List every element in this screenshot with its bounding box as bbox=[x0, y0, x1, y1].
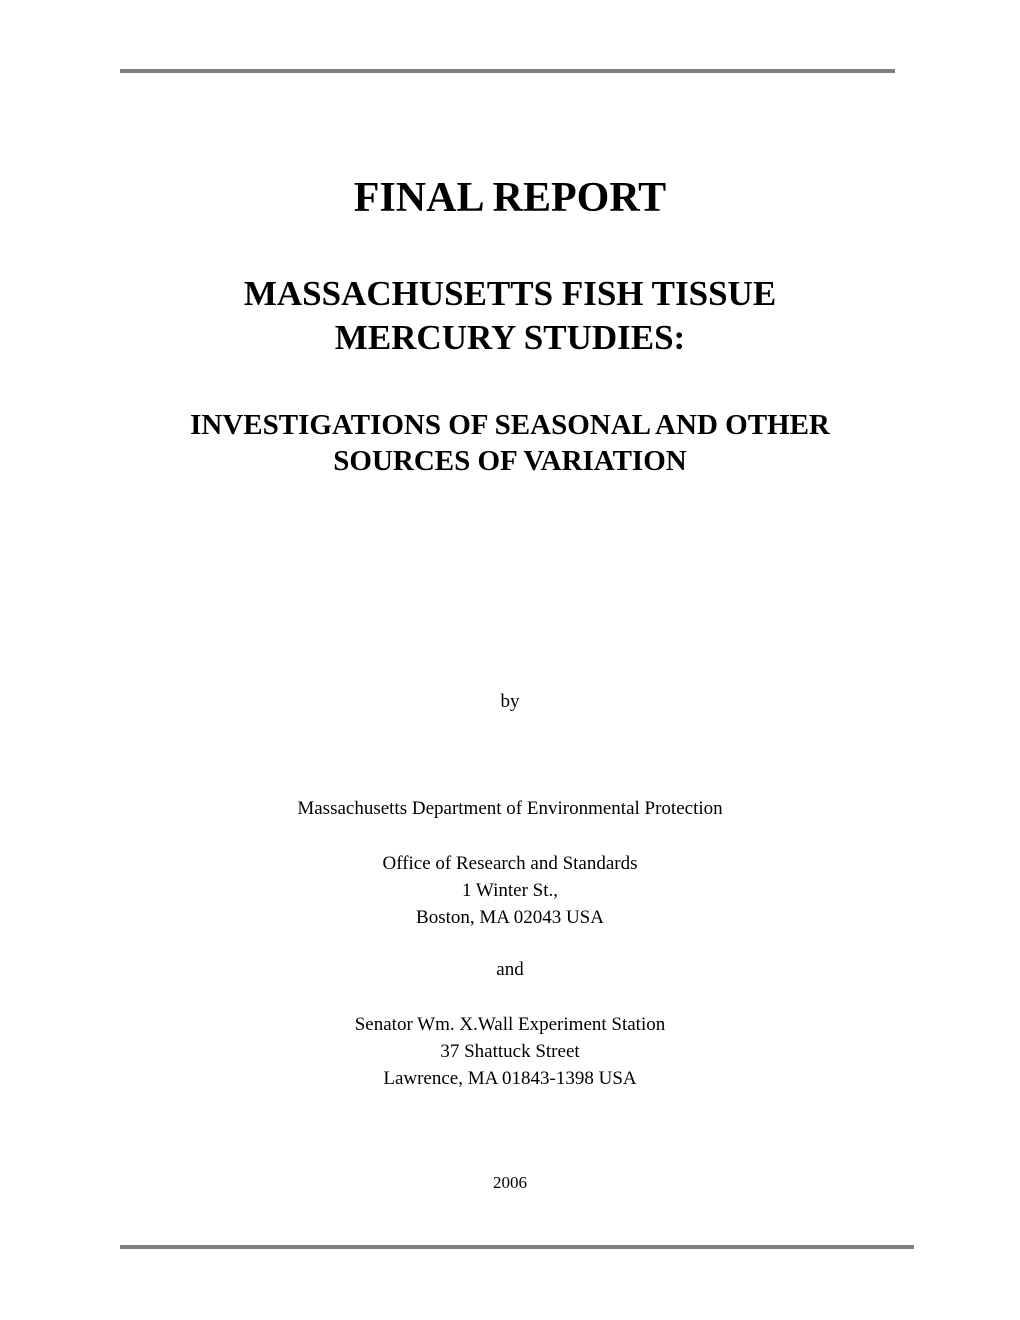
station-address bbox=[0, 1011, 1020, 1092]
report-title-line-2: MERCURY STUDIES: bbox=[334, 318, 686, 357]
report-subtitle-line-2: SOURCES OF VARIATION bbox=[333, 445, 687, 477]
organization-name: Massachusetts Department of Environmental Protection bbox=[297, 798, 723, 819]
report-title-line-1: MASSACHUSETTS FISH TISSUE bbox=[243, 274, 777, 313]
and-label: and bbox=[496, 959, 524, 980]
office-street: 1 Winter St., bbox=[462, 880, 558, 901]
station-name: Senator Wm. X.Wall Experiment Station bbox=[354, 1014, 666, 1035]
report-title bbox=[0, 272, 1020, 360]
bottom-horizontal-rule bbox=[120, 1245, 914, 1249]
report-subtitle-line-1: INVESTIGATIONS OF SEASONAL AND OTHER bbox=[190, 409, 830, 441]
office-city: Boston, MA 02043 USA bbox=[416, 907, 604, 928]
office-name: Office of Research and Standards bbox=[382, 853, 638, 874]
office-address bbox=[0, 850, 1020, 931]
report-year: 2006 bbox=[493, 1173, 527, 1192]
station-city: Lawrence, MA 01843-1398 USA bbox=[383, 1068, 637, 1089]
report-subtitle bbox=[0, 407, 1020, 479]
station-street: 37 Shattuck Street bbox=[440, 1041, 580, 1062]
top-horizontal-rule bbox=[120, 69, 895, 73]
report-heading: FINAL REPORT bbox=[353, 175, 667, 221]
by-label: by bbox=[500, 691, 520, 712]
